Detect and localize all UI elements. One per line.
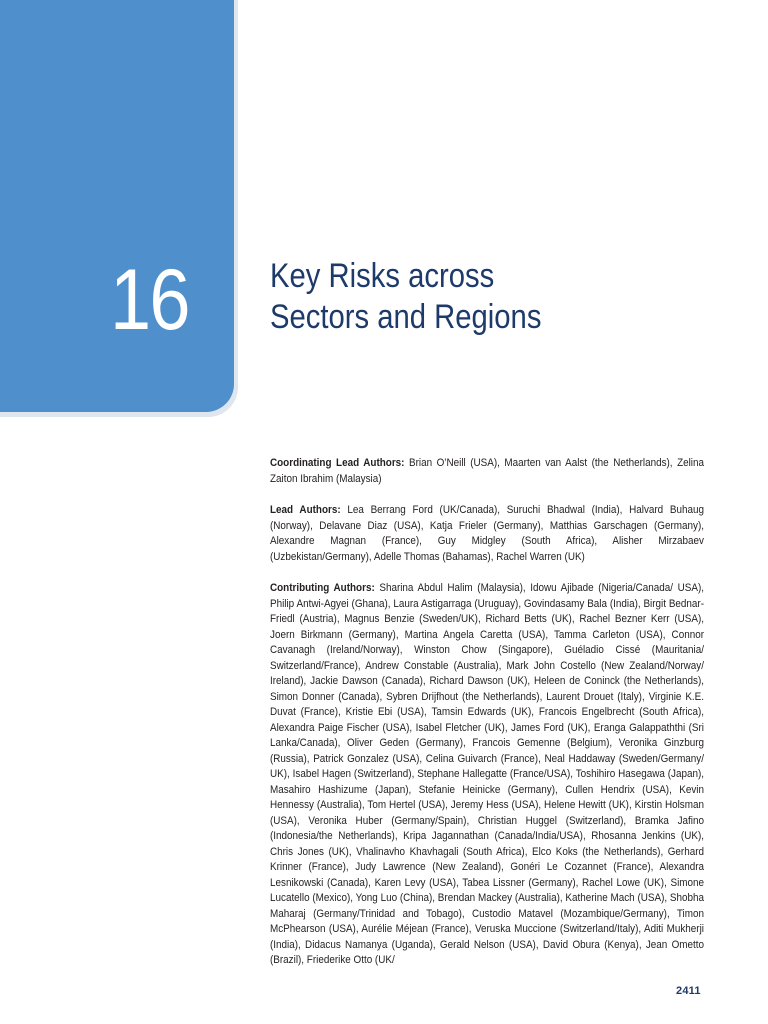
page-number: 2411 <box>676 985 701 997</box>
lead-authors <box>270 503 704 565</box>
author-role-label: Coordinating Lead Authors: <box>270 457 409 469</box>
author-role-label: Contributing Authors: <box>270 582 380 594</box>
chapter-number: 16 <box>110 252 189 348</box>
author-names: Lea Berrang Ford (UK/Canada), Suruchi Bhadwal (India), Halvard Buhaug (Norway), Delavane Diaz (USA), Katja Frieler (Germany), Matthias Garschagen (Germany), Alexandre Magnan (France), Guy Midgley (South Africa), Alisher Mirzabaev (Uzbekistan/Germany), Adelle Thomas (Bahamas), Rachel Warren (UK) <box>270 504 704 563</box>
author-names: Sharina Abdul Halim (Malaysia), Idowu Ajibade (Nigeria/Canada/ USA), Philip Antwi-Agyei (Ghana), Laura Astigarraga (Uruguay), Govindasamy Bala (India), Birgit Bednar-Friedl (Austria), Magnus Benzie (Sweden/UK), Richard Betts (UK), Rachel Bezner Kerr (USA), Joern Birkmann (Germany), Martina Angela Caretta (USA), Tamma Carleton (USA), Connor Cavanagh (Ireland/Norway), Winston Chow (Singapore), Guéladio Cissé (Mauritania/ Switzerland/France), Andrew Constable (Australia), Mark John Costello (New Zealand/Norway/ Ireland), Jackie Dawson (Canada), Richard Dawson (UK), Heleen de Coninck (the Netherlands), Simon Donner (Canada), Sybren Drijfhout (the Netherlands), Laurent Drouet (Italy), Virginie K.E. Duvat (France), Kristie Ebi (USA), Tamsin Edwards (UK), Francois Engelbrecht (South Africa), Alexandra Paige Fischer (USA), Isabel Fletcher (UK), James Ford (UK), Eranga Galappaththi (Sri Lanka/Canada), Oliver Geden (Germany), Francois Gemenne (Belgium), Veronika Ginzburg (Russia), Patrick Gonzalez (USA), Celina Guivarch (France), Neal Haddaway (Sweden/Germany/ UK), Isabel Hagen (Switzerland), Stephane Hallegatte (France/USA), Toshihiro Hasegawa (Japan), Masahiro Hashizume (Japan), Stefanie Heinicke (Germany), Cullen Hendrix (USA), Kevin Hennessy (Australia), Tom Hertel (USA), Jeremy Hess (USA), Helene Hewitt (UK), Kirstin Holsman (USA), Veronika Huber (Germany/Spain), Christian Huggel (Switzerland), Bramka Jafino (Indonesia/the Netherlands), Kripa Jagannathan (Canada/India/USA), Rhosanna Jenkins (UK), Chris Jones (UK), Vhalinavho Khavhagali (South Africa), Elco Koks (the Netherlands), Gerhard Krinner (France), Judy Lawrence (New Zealand), Gonéri Le Cozannet (France), Alexandra Lesnikowski (Canada), Karen Levy (USA), Tabea Lissner (Germany), Rachel Lowe (UK), Simone Lucatello (Mexico), Yong Luo (China), Brendan Mackey (Australia), Katherine Mach (USA), Shobha Maharaj (Germany/Trinidad and Tobago), Custodio Matavel (Mozambique/Germany), Timon McPhearson (USA), Aurélie Méjean (France), Veruska Muccione (Switzerland/Italy), Aditi Mukherji (India), Didacus Namanya (Uganda), Gerald Nelson (USA), David Obura (Kenya), Jean Ometto (Brazil), Friederike Otto (UK/ <box>270 582 704 966</box>
author-role-label: Lead Authors: <box>270 504 348 516</box>
chapter-title-line-2: Sectors and Regions <box>270 298 542 336</box>
contributing-authors <box>270 581 704 969</box>
coordinating-lead-authors <box>270 456 704 487</box>
chapter-title-line-1: Key Risks across <box>270 257 495 295</box>
chapter-title <box>270 256 541 338</box>
chapter-tab <box>0 0 234 412</box>
author-list <box>270 456 704 985</box>
author-names: Brian O’Neill (USA), Maarten van Aalst (the Netherlands), Zelina Zaiton Ibrahim (Malaysia) <box>270 457 704 485</box>
